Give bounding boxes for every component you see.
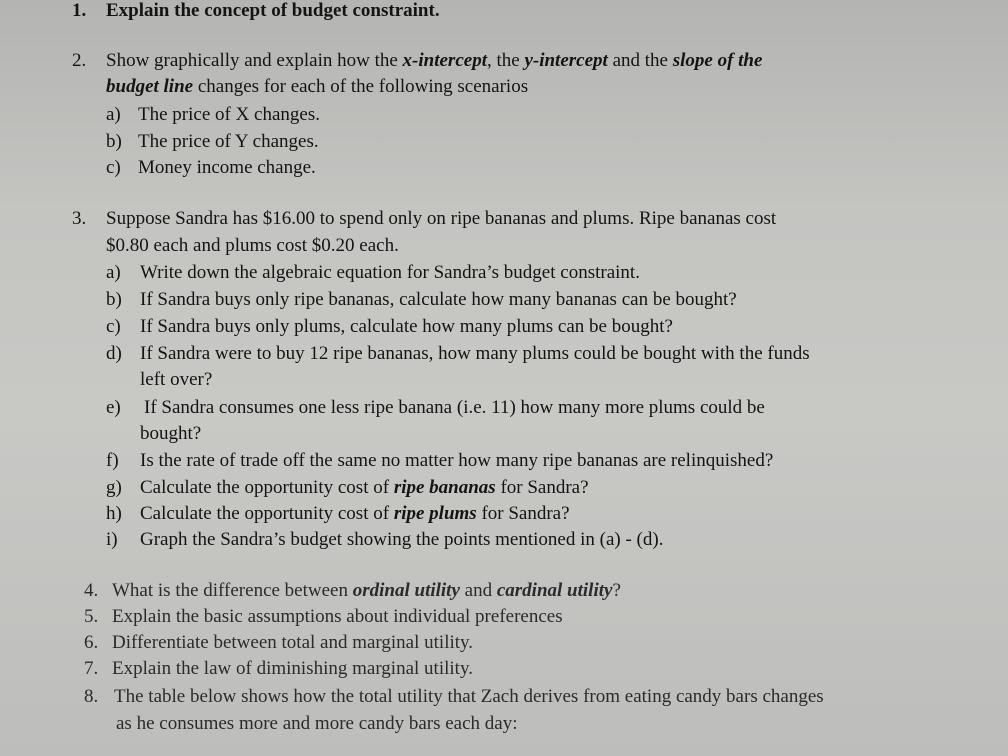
question-8-line-2: as he consumes more and more candy bars each day:	[116, 713, 518, 734]
question-5-text: Explain the basic assumptions about individual preferences	[112, 606, 563, 627]
item-text: Write down the algebraic equation for Sandra’s budget constraint.	[140, 262, 640, 283]
question-5-number: 5.	[84, 606, 99, 627]
item-label: b)	[106, 131, 122, 152]
item-label: a)	[106, 104, 121, 125]
item-text: The price of Y changes.	[138, 131, 319, 152]
question-2-text-2: changes for each of the following scenarios	[193, 76, 529, 97]
item-label: e)	[106, 397, 121, 418]
question-7-number: 7.	[84, 658, 99, 679]
item-text: Money income change.	[138, 157, 316, 178]
item-label: c)	[106, 157, 121, 178]
question-1-text: Explain the concept of budget constraint.	[106, 0, 440, 21]
item-text: Is the rate of trade off the same no matter how many ripe bananas are relinquished?	[140, 450, 774, 471]
question-2-text-1: Show graphically and explain how the x-intercept, the y-intercept and the slope of the	[106, 50, 763, 71]
question-3-line-2: $0.80 each and plums cost $0.20 each.	[106, 235, 399, 256]
question-3-number: 3.	[72, 208, 87, 229]
item-text: Calculate the opportunity cost of ripe plums for Sandra?	[140, 503, 570, 524]
item-label: d)	[106, 343, 122, 364]
budget-line-term: budget line	[106, 76, 194, 97]
question-6-number: 6.	[84, 632, 99, 653]
question-3-item-e-cont: bought?	[140, 423, 202, 444]
question-4-text: What is the difference between ordinal utility and cardinal utility?	[112, 580, 621, 601]
item-text: Calculate the opportunity cost of ripe bananas for Sandra?	[140, 477, 589, 498]
question-8-number: 8.	[84, 686, 99, 707]
question-6-text: Differentiate between total and marginal utility.	[112, 632, 474, 653]
item-label: h)	[106, 503, 122, 524]
question-4-number: 4.	[84, 580, 99, 601]
question-3-item-d-cont: left over?	[140, 369, 213, 390]
item-text: If Sandra buys only plums, calculate how many plums can be bought?	[140, 316, 673, 337]
item-label: i)	[106, 529, 118, 550]
question-7-text: Explain the law of diminishing marginal utility.	[112, 658, 473, 679]
item-text: If Sandra were to buy 12 ripe bananas, how many plums could be bought with the funds	[140, 343, 810, 364]
item-text: The price of X changes.	[138, 104, 321, 125]
item-label: g)	[106, 477, 122, 498]
question-1-number: 1.	[72, 0, 87, 21]
question-2-line-2	[106, 76, 528, 98]
question-8-text-1: The table below shows how the total utility that Zach derives from eating candy bars changes	[114, 686, 824, 707]
item-text: Graph the Sandra’s budget showing the points mentioned in (a) - (d).	[140, 529, 664, 550]
item-label: b)	[106, 289, 122, 310]
question-3-text-1: Suppose Sandra has $16.00 to spend only on ripe bananas and plums. Ripe bananas cost	[106, 208, 777, 229]
question-2-number: 2.	[72, 50, 87, 71]
item-text: If Sandra consumes one less ripe banana (i.e. 11) how many more plums could be	[144, 397, 765, 418]
item-text: If Sandra buys only ripe bananas, calculate how many bananas can be bought?	[140, 289, 737, 310]
item-label: f)	[106, 450, 119, 471]
item-label: a)	[106, 262, 121, 283]
item-label: c)	[106, 316, 121, 337]
